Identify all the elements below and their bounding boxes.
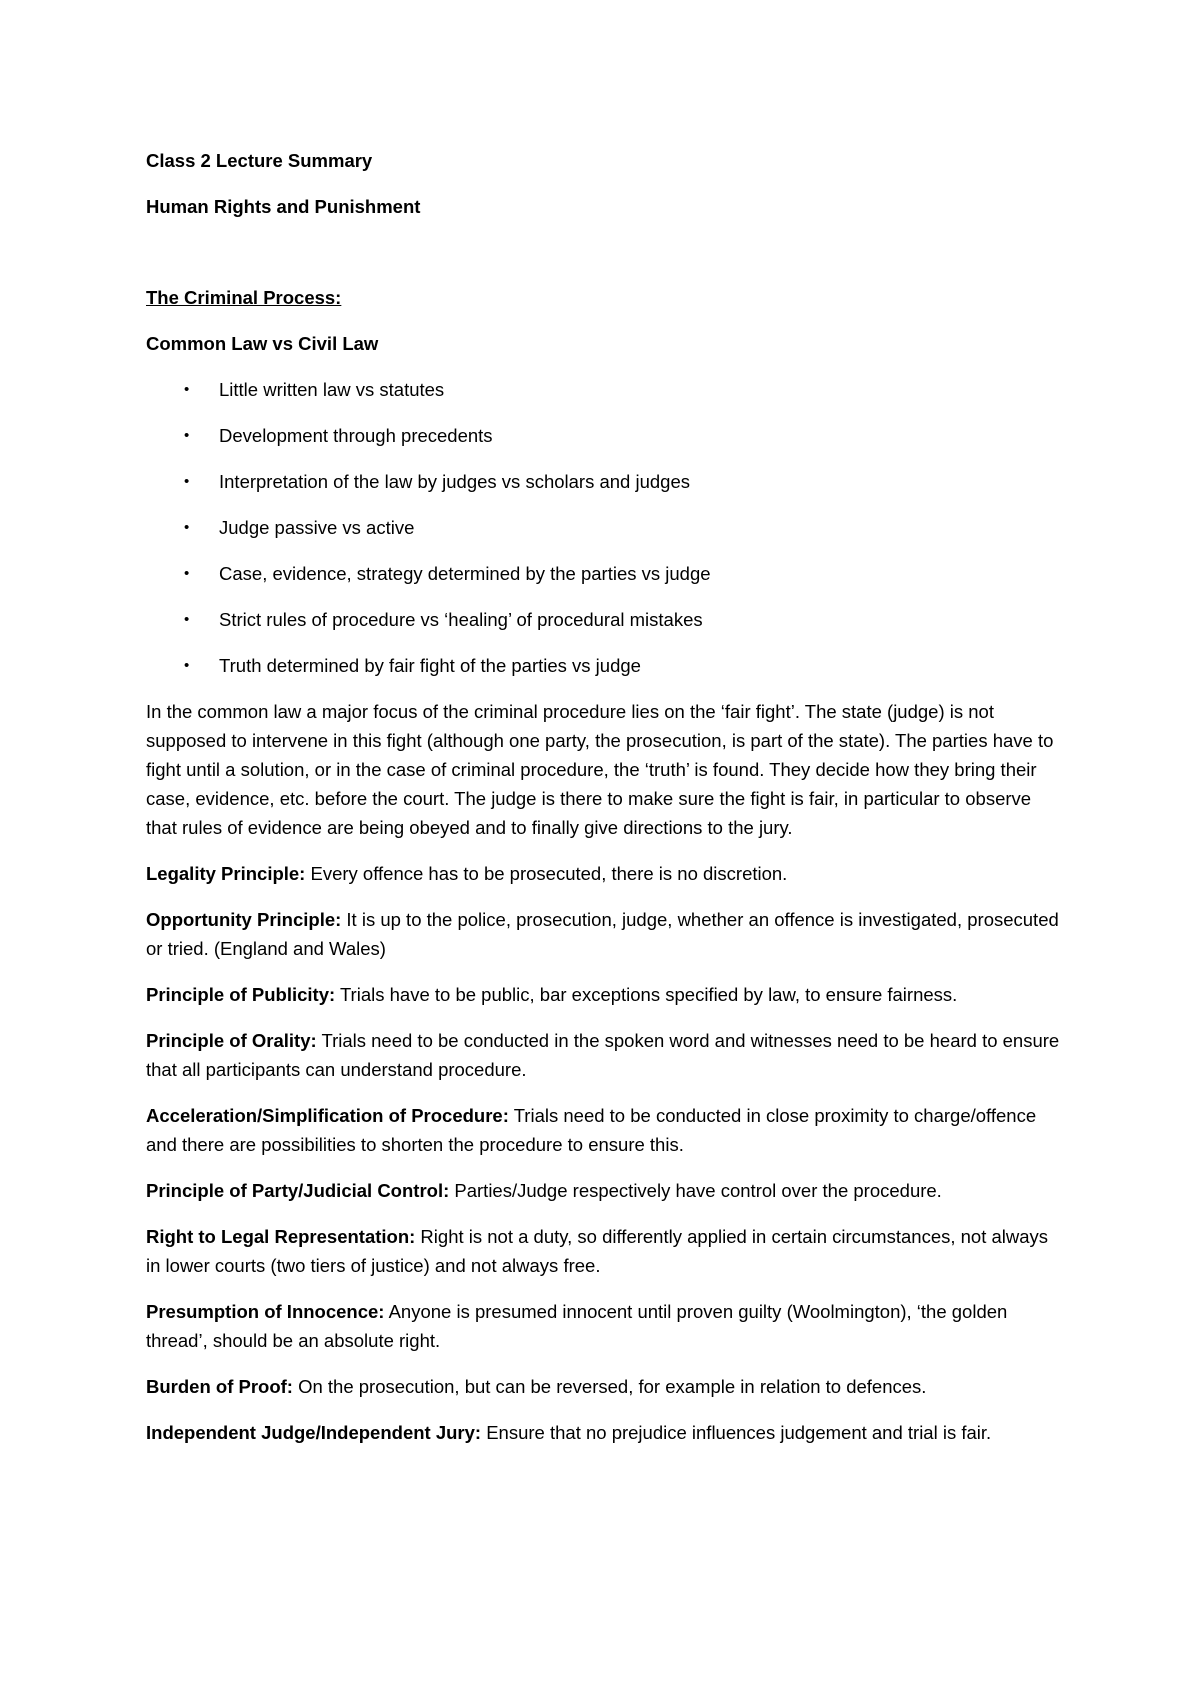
principle-paragraph (146, 859, 1066, 888)
principle-text: Every offence has to be prosecuted, there is no discretion. (305, 863, 788, 884)
principle-paragraph (146, 1026, 1066, 1084)
list-item-text: Interpretation of the law by judges vs scholars and judges (219, 471, 691, 492)
bullet-icon: • (184, 381, 190, 398)
document-title: Class 2 Lecture Summary (146, 150, 373, 171)
document-page (146, 146, 1066, 1464)
principle-paragraph (146, 1418, 1066, 1447)
list-item-text: Little written law vs statutes (219, 379, 445, 400)
principle-text: Right is not a duty, so differently applied in certain circumstances, not always in lower courts (two tiers of justice) and not always free. (146, 1226, 1049, 1276)
list-item-text: Truth determined by fair fight of the parties vs judge (219, 655, 641, 676)
principle-term: Independent Judge/Independent Jury: (146, 1422, 482, 1443)
principle-text: Ensure that no prejudice influences judgement and trial is fair. (481, 1422, 992, 1443)
principle-term: Acceleration/Simplification of Procedure: (146, 1105, 509, 1126)
principle-term: Opportunity Principle: (146, 909, 342, 930)
principle-paragraph (146, 1101, 1066, 1159)
list-item-text: Strict rules of procedure vs ‘healing’ of procedural mistakes (219, 609, 703, 630)
list-item-text: Judge passive vs active (219, 517, 415, 538)
principle-text: On the prosecution, but can be reversed, for example in relation to defences. (292, 1376, 927, 1397)
principle-term: Legality Principle: (146, 863, 306, 884)
subheading: Common Law vs Civil Law (146, 333, 379, 354)
principle-paragraph (146, 1222, 1066, 1280)
bullet-icon: • (184, 611, 190, 628)
list-item (146, 467, 1066, 496)
bullet-icon: • (184, 565, 190, 582)
principle-term: Principle of Publicity: (146, 984, 336, 1005)
principle-text: Anyone is presumed innocent until proven guilty (Woolmington), ‘the golden thread’, should be an absolute right. (146, 1301, 1008, 1351)
principle-text: Trials have to be public, bar exceptions specified by law, to ensure fairness. (335, 984, 958, 1005)
principle-paragraph (146, 1176, 1066, 1205)
list-item-text: Case, evidence, strategy determined by the parties vs judge (219, 563, 711, 584)
section-heading: The Criminal Process: (146, 287, 342, 308)
list-item (146, 421, 1066, 450)
list-item (146, 513, 1066, 542)
principle-text: Trials need to be conducted in the spoken word and witnesses need to be heard to ensure that all participants can understand procedure. (146, 1030, 1060, 1080)
principle-term: Principle of Party/Judicial Control: (146, 1180, 450, 1201)
principle-term: Presumption of Innocence: (146, 1301, 385, 1322)
principle-paragraph (146, 980, 1066, 1009)
principle-term: Principle of Orality: (146, 1030, 317, 1051)
bullet-icon: • (184, 427, 190, 444)
list-item (146, 375, 1066, 404)
principle-paragraph (146, 905, 1066, 963)
list-item (146, 559, 1066, 588)
document-subtitle: Human Rights and Punishment (146, 196, 421, 217)
principle-paragraph (146, 1297, 1066, 1355)
bullet-icon: • (184, 519, 190, 536)
comparison-bullet-list (146, 375, 1066, 680)
intro-paragraph: In the common law a major focus of the criminal procedure lies on the ‘fair fight’. The state (judge) is not supposed to intervene in this fight (although one party, the prosecution, is part of the state). The parties have to fight until a solution, or in the case of criminal procedure, the ‘truth’ is found. They decide how they bring their case, evidence, etc. before the court. The judge is there to make sure the fight is fair, in particular to observe that rules of evidence are being obeyed and to finally give directions to the jury. (146, 701, 1054, 838)
principle-text: Trials need to be conducted in close proximity to charge/offence and there are possibilities to shorten the procedure to ensure this. (146, 1105, 1037, 1155)
list-item (146, 605, 1066, 634)
principle-text: It is up to the police, prosecution, judge, whether an offence is investigated, prosecuted or tried. (England and Wales) (146, 909, 1059, 959)
principle-term: Right to Legal Representation: (146, 1226, 416, 1247)
principle-text: Parties/Judge respectively have control over the procedure. (449, 1180, 942, 1201)
principle-paragraph (146, 1372, 1066, 1401)
list-item (146, 651, 1066, 680)
principle-term: Burden of Proof: (146, 1376, 293, 1397)
bullet-icon: • (184, 473, 190, 490)
list-item-text: Development through precedents (219, 425, 493, 446)
bullet-icon: • (184, 657, 190, 674)
